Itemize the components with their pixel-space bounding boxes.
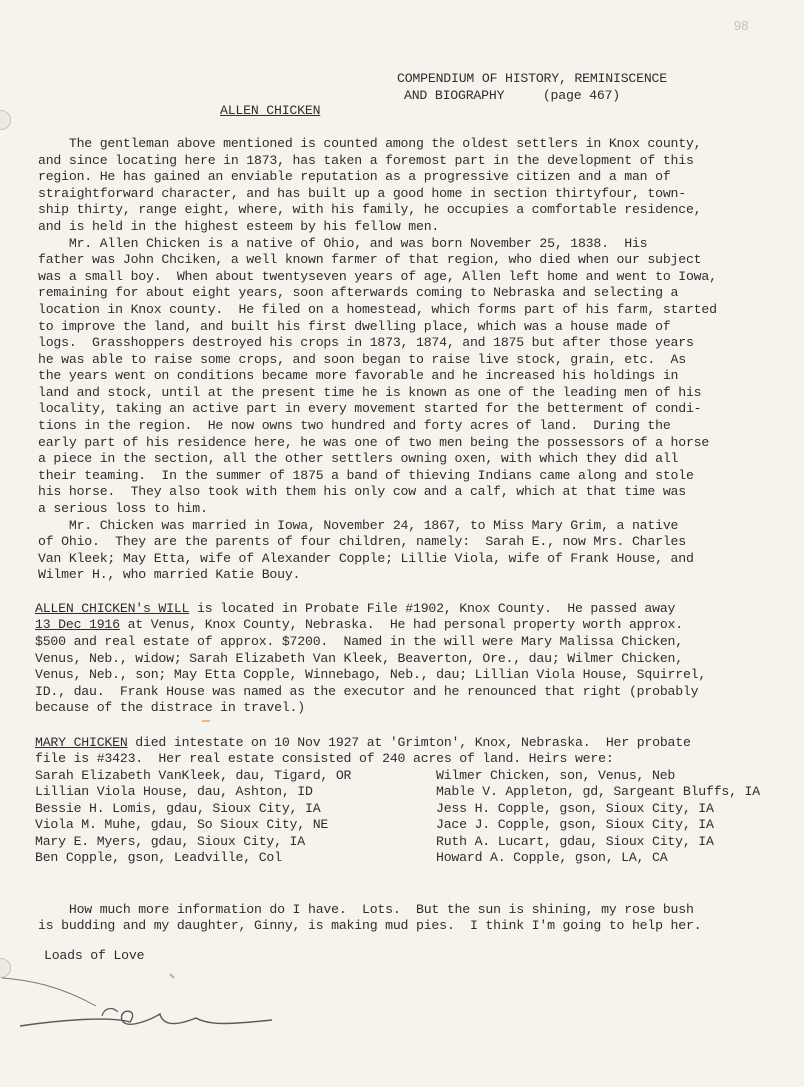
heir-right: Jace J. Copple, gson, Sioux City, IA xyxy=(436,817,714,832)
bio-line: of Ohio. They are the parents of four children, namely: Sarah E., now Mrs. Charles xyxy=(38,534,686,549)
will-death-date: 13 Dec 1916 xyxy=(35,617,120,632)
bio-line: the years went on conditions became more favorable and he increased his holdings in xyxy=(38,368,679,383)
heir-right: Howard A. Copple, gson, LA, CA xyxy=(436,850,668,865)
bio-line: The gentleman above mentioned is counted among the oldest settlers in Knox county, xyxy=(38,136,702,151)
bio-line: their teaming. In the summer of 1875 a band of thieving Indians came along and stole xyxy=(38,468,694,483)
bio-line: Mr. Chicken was married in Iowa, November 24, 1867, to Miss Mary Grim, a native xyxy=(38,518,679,533)
closing-line: is budding and my daughter, Ginny, is making mud pies. I think I'm going to help her. xyxy=(38,918,702,933)
bio-line: early part of his residence here, he was one of two men being the possessors of a horse xyxy=(38,435,710,450)
heir-left: Lillian Viola House, dau, Ashton, ID xyxy=(35,784,313,799)
heir-right: Ruth A. Lucart, gdau, Sioux City, IA xyxy=(436,834,714,849)
bio-line: ship thirty, range eight, where, with his family, he occupies a comfortable residence, xyxy=(38,202,702,217)
will-line: ID., dau. Frank House was named as the executor and he renounced that right (probably xyxy=(35,684,699,699)
bio-line: logs. Grasshoppers destroyed his crops in 1873, 1874, and 1875 but after those years xyxy=(38,335,694,350)
heir-right: Mable V. Appleton, gd, Sargeant Bluffs, IA xyxy=(436,784,760,799)
bio-line: Mr. Allen Chicken is a native of Ohio, and was born November 25, 1838. His xyxy=(38,236,648,251)
mary-heading: MARY CHICKEN xyxy=(35,735,128,750)
bio-line: tions in the region. He now owns two hundred and forty acres of land. During the xyxy=(38,418,671,433)
bio-line: region. He has gained an enviable reputation as a progressive citizen and a man of xyxy=(38,169,671,184)
heir-left: Bessie H. Lomis, gdau, Sioux City, IA xyxy=(35,801,321,816)
signoff: Loads of Love xyxy=(44,948,145,963)
bio-line: he was able to raise some crops, and soon began to raise live stock, grain, etc. As xyxy=(38,352,686,367)
page-number: 98 xyxy=(734,18,749,33)
will-line: $500 and real estate of approx. $7200. Named in the will were Mary Malissa Chicken, xyxy=(35,634,683,649)
punch-hole-top xyxy=(0,110,11,130)
heir-left: Ben Copple, gson, Leadville, Col xyxy=(35,850,282,865)
closing-line: How much more information do I have. Lots. But the sun is shining, my rose bush xyxy=(38,902,694,917)
margin-mark xyxy=(202,720,210,722)
bio-line: straightforward character, and has built up a good home in section thirtyfour, town- xyxy=(38,186,686,201)
bio-line: father was John Chciken, a well known farmer of that region, who died when our subject xyxy=(38,252,702,267)
will-line: Venus, Neb., widow; Sarah Elizabeth Van Kleek, Beaverton, Ore., dau; Wilmer Chicken, xyxy=(35,651,683,666)
bio-line: was a small boy. When about twentyseven years of age, Allen left home and went to Iowa, xyxy=(38,269,717,284)
signature xyxy=(0,960,300,1040)
bio-line: Van Kleek; May Etta, wife of Alexander Copple; Lillie Viola, wife of Frank House, and xyxy=(38,551,694,566)
bio-line: a serious loss to him. xyxy=(38,501,208,516)
will-line: because of the distrace in travel.) xyxy=(35,700,305,715)
bio-line: location in Knox county. He filed on a homestead, which forms part of his farm, started xyxy=(38,302,717,317)
will-text: is located in Probate File #1902, Knox County. He passed away xyxy=(189,601,676,616)
mary-line xyxy=(35,735,691,751)
bio-line: and since locating here in 1873, has taken a foremost part in the development of this xyxy=(38,153,694,168)
header-line-2: AND BIOGRAPHY (page 467) xyxy=(404,88,620,103)
mary-line: file is #3423. Her real estate consisted of 240 acres of land. Heirs were: xyxy=(35,751,614,766)
header-line-1: COMPENDIUM OF HISTORY, REMINISCENCE xyxy=(397,71,667,86)
page-title: ALLEN CHICKEN xyxy=(220,103,321,118)
bio-line: land and stock, until at the present time he is known as one of the leading men of his xyxy=(38,385,702,400)
heir-right: Wilmer Chicken, son, Venus, Neb xyxy=(436,768,676,783)
will-text: at Venus, Knox County, Nebraska. He had personal property worth approx. xyxy=(119,617,683,632)
bio-line: a piece in the section, all the other settlers owning oxen, with which they did all xyxy=(38,451,679,466)
bio-line: remaining for about eight years, soon afterwards coming to Nebraska and selecting a xyxy=(38,285,679,300)
bio-line: and is held in the highest esteem by his fellow men. xyxy=(38,219,440,234)
mary-text: died intestate on 10 Nov 1927 at 'Grimton', Knox, Nebraska. Her probate xyxy=(127,735,691,750)
bio-line: to improve the land, and built his first dwelling place, which was a house made of xyxy=(38,319,671,334)
heir-left: Mary E. Myers, gdau, Sioux City, IA xyxy=(35,834,305,849)
will-heading: ALLEN CHICKEN's WILL xyxy=(35,601,190,616)
heir-left: Viola M. Muhe, gdau, So Sioux City, NE xyxy=(35,817,329,832)
bio-line: locality, taking an active part in every movement started for the betterment of condi- xyxy=(38,401,702,416)
will-line: Venus, Neb., son; May Etta Copple, Winnebago, Neb., dau; Lillian Viola House, Squirrel, xyxy=(35,667,707,682)
will-line xyxy=(35,601,675,617)
will-line xyxy=(35,617,683,633)
bio-line: Wilmer H., who married Katie Bouy. xyxy=(38,567,301,582)
bio-line: his horse. They also took with them his only cow and a calf, which at that time was xyxy=(38,484,686,499)
heir-right: Jess H. Copple, gson, Sioux City, IA xyxy=(436,801,714,816)
heir-left: Sarah Elizabeth VanKleek, dau, Tigard, OR xyxy=(35,768,352,783)
